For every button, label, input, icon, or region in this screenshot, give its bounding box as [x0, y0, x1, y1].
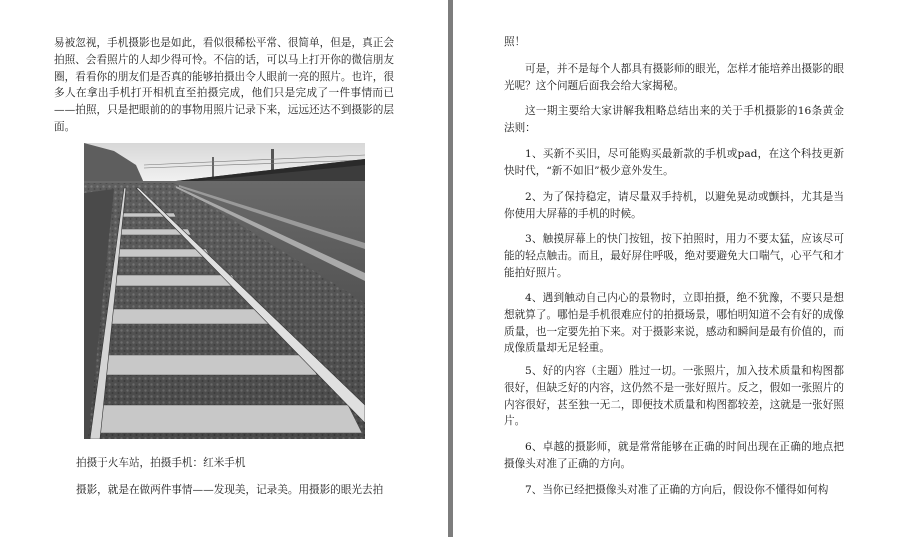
continuation-text: 照！	[504, 36, 526, 48]
rule-item: 4、遇到触动自己内心的景物时，立即拍摄，绝不犹豫，不要只是想想就算了。哪怕是手机很难应付的拍摄场景，哪怕明知道不会有好的成像质量，也一定要先拍下来。对于摄影来说，感动和瞬间是最有价值的，而成像质量却无足轻重。	[504, 292, 844, 355]
closing-paragraph: 摄影，就是在做两件事情——发现美，记录美。用摄影的眼光去拍	[76, 484, 384, 496]
left-page	[0, 0, 448, 537]
intro-paragraph: 易被忽视，手机摄影也是如此，看似很稀松平常、很简单，但是，真正会拍照、会看照片的人却少得可怜。不信的话，可以马上打开你的微信朋友圈，看看你的朋友们是否真的能够拍摄出令人眼前一亮的照片。也许，很多人在拿出手机打开相机直至拍摄完成，他们只是完成了一件事情而已——拍照，只是把眼前的的事物用照片记录下来，远远还达不到摄影的层面。	[54, 37, 394, 133]
rule-item: 5、好的内容（主题）胜过一切。一张照片，加入技术质量和构图都很好，但缺乏好的内容，这仍然不是一张好照片。反之，假如一张照片的内容很好，甚至独一无二，即便技术质量和构图都较差，这就是一张好照片。	[504, 365, 844, 428]
body-paragraph: 可是，并不是每个人都具有摄影师的眼光，怎样才能培养出摄影的眼光呢？这个问题后面我会给大家揭秘。	[504, 63, 844, 92]
railway-track-photo	[84, 143, 365, 439]
rule-item: 7、当你已经把摄像头对准了正确的方向后，假设你不懂得如何构	[525, 484, 829, 496]
rule-item: 2、为了保持稳定，请尽量双手持机，以避免晃动或颤抖，尤其是当你使用大屏幕的手机的时候。	[504, 191, 844, 220]
rule-item: 6、卓越的摄影师，就是常常能够在正确的时间出现在正确的地点把摄像头对准了正确的方向。	[504, 441, 844, 470]
right-page	[453, 0, 900, 537]
rule-item: 3、触摸屏幕上的快门按钮，按下拍照时，用力不要太猛，应该尽可能的轻点触击。而且，最好屏住呼吸，绝对要避免大口喘气，心平气和才能拍好照片。	[504, 233, 844, 279]
body-paragraph: 这一期主要给大家讲解我粗略总结出来的关于手机摄影的16条黄金法则：	[504, 105, 844, 134]
photo-caption: 拍摄于火车站，拍摄手机：红米手机	[76, 457, 246, 469]
rule-item: 1、买新不买旧，尽可能购买最新款的手机或pad，在这个科技更新快时代，“新不如旧”极少意外发生。	[504, 148, 844, 177]
